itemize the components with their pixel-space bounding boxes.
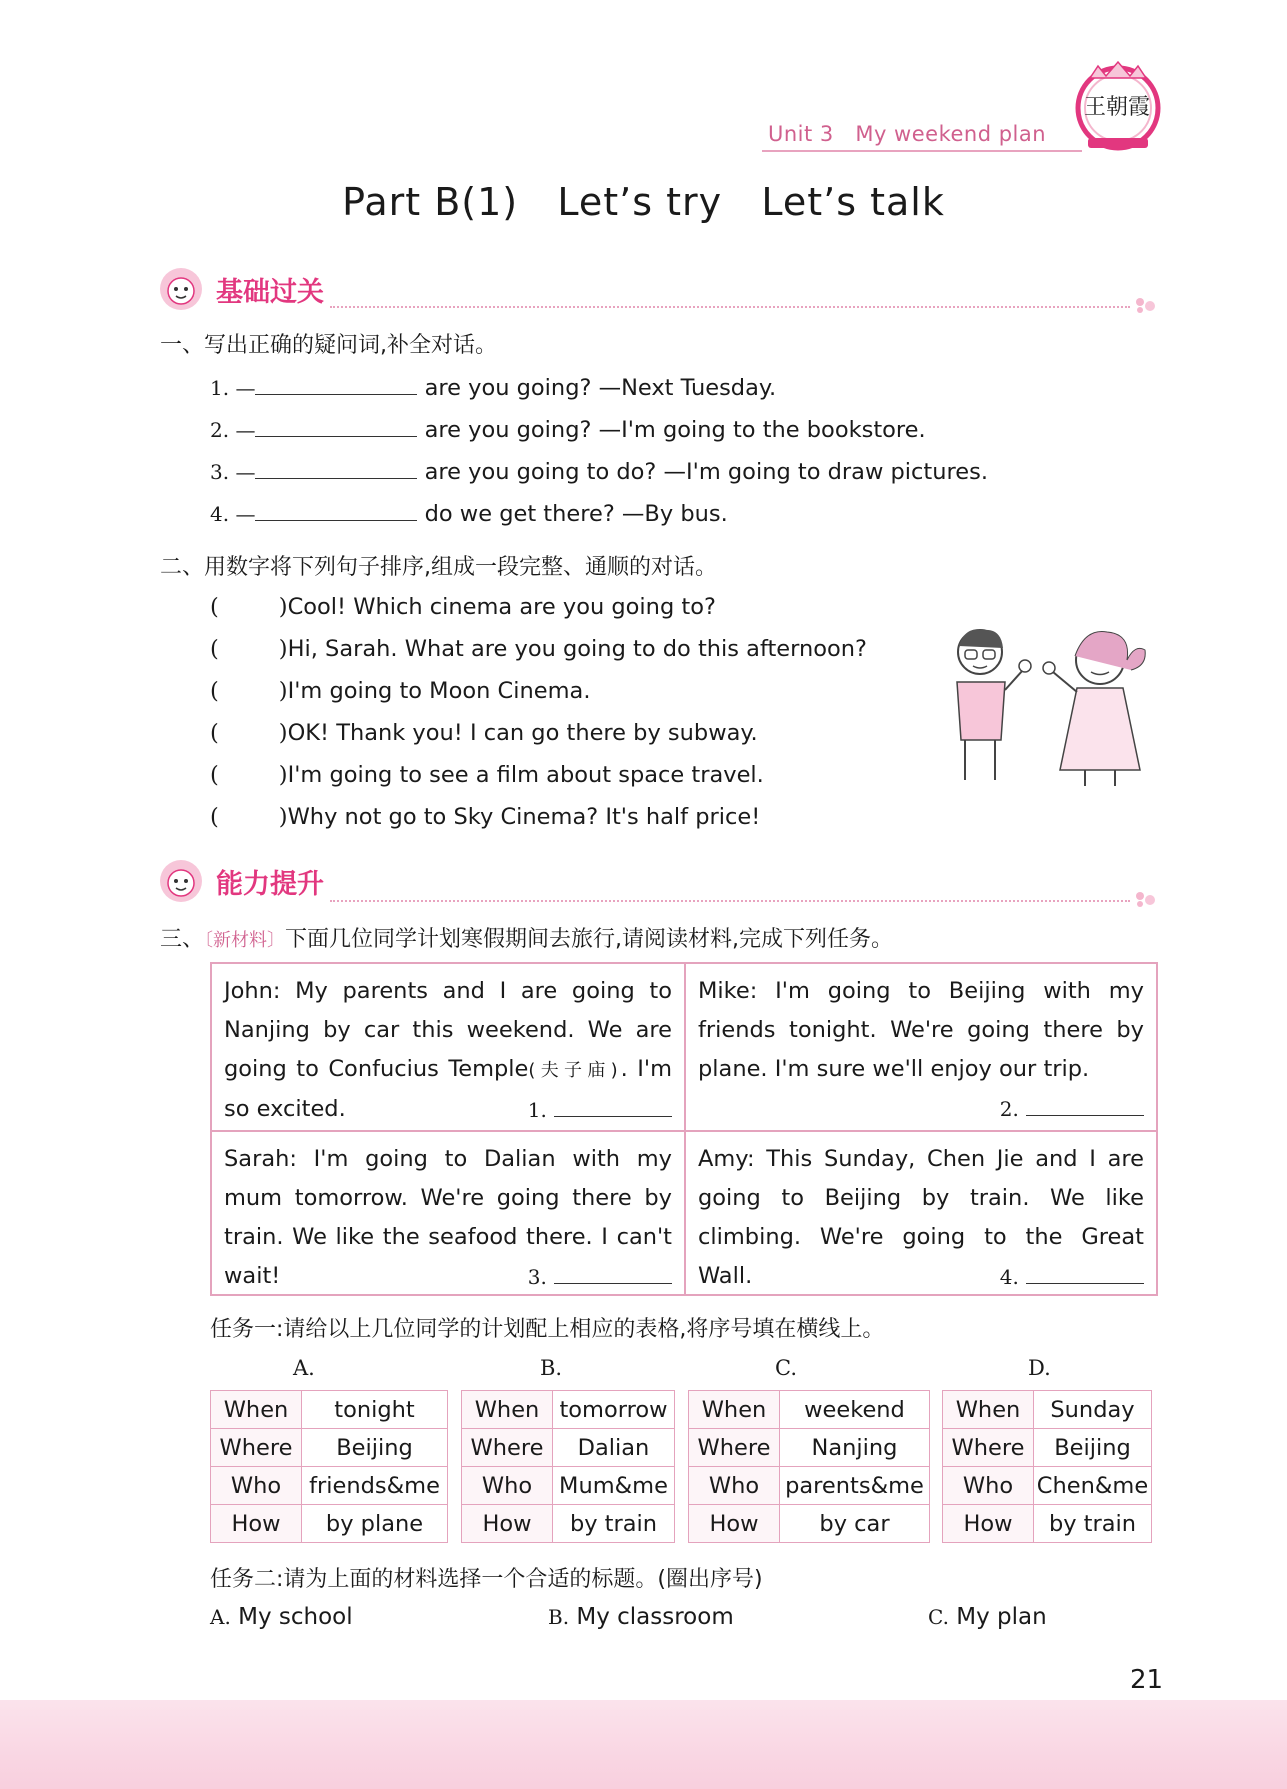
q1-item: 1. — are you going? —Next Tuesday. [210, 370, 776, 401]
page-number: 21 [1130, 1665, 1164, 1695]
option-c[interactable]: C. My plan [928, 1604, 1047, 1630]
answer-blank[interactable] [554, 1090, 672, 1117]
task-2-instruction: 任务二:请为上面的材料选择一个合适的标题。(圈出序号) [210, 1567, 763, 1592]
passage-mike: Mike: I'm going to Beijing with my friends tonight. We're going there by plane. I'm sure we'll enjoy our trip. 2. [698, 978, 1144, 1121]
passage-sarah: Sarah: I'm going to Dalian with my mum tomorrow. We're going there by train. We like the seafood there. I can't wait! 3. [224, 1146, 672, 1289]
table-row: Who parents&me [689, 1467, 930, 1505]
table-row: When tonight [211, 1391, 448, 1429]
q2-item: ( )I'm going to see a film about space travel. [210, 762, 764, 788]
table-label: A. [293, 1356, 315, 1380]
q2-item: ( )Cool! Which cinema are you going to? [210, 594, 716, 620]
kids-illustration [935, 620, 1165, 794]
passage-amy: Amy: This Sunday, Chen Jie and I are going to Beijing by train. We like climbing. We're going to the Great Wall. 4. [698, 1146, 1144, 1289]
table-row: How by train [943, 1505, 1152, 1543]
header-underline [762, 150, 1082, 152]
q2-item: ( )Why not go to Sky Cinema? It's half price! [210, 804, 761, 830]
table-row: Who Mum&me [462, 1467, 675, 1505]
section-title-advanced: 能力提升 [216, 869, 324, 900]
divider-dots-icon [1134, 296, 1162, 318]
table-label: C. [775, 1356, 797, 1380]
answer-blank[interactable] [255, 454, 417, 479]
q2-item: ( )I'm going to Moon Cinema. [210, 678, 591, 704]
q2-item: ( )Hi, Sarah. What are you going to do this afternoon? [210, 636, 867, 662]
question-2-heading: 二、用数字将下列句子排序,组成一段完整、通顺的对话。 [160, 555, 717, 580]
plan-table-d [942, 1390, 1152, 1543]
section-mascot-icon [158, 858, 204, 904]
unit-title: My weekend plan [855, 122, 1047, 146]
q1-item: 2. — are you going? —I'm going to the bookstore. [210, 412, 926, 443]
plan-table-a [210, 1390, 448, 1543]
logo-text: 王朝霞 [1084, 95, 1151, 120]
brand-logo [1070, 58, 1166, 154]
section-mascot-icon [158, 266, 204, 312]
section-title-basic: 基础过关 [216, 277, 324, 308]
answer-blank[interactable] [255, 370, 417, 395]
passage-john: John: My parents and I are going to Nanjing by car this weekend. We are going to Confucius Temple(夫子庙). I'm so excited. 1. [224, 978, 673, 1122]
option-a[interactable]: A. My school [210, 1604, 353, 1630]
answer-blank[interactable] [1026, 1257, 1144, 1284]
question-3-heading: 三、〔新材料〕下面几位同学计划寒假期间去旅行,请阅读材料,完成下列任务。 [160, 927, 894, 952]
answer-blank[interactable] [554, 1257, 672, 1284]
table-row: When tomorrow [462, 1391, 675, 1429]
table-row: Where Beijing [211, 1429, 448, 1467]
section-divider [330, 306, 1130, 308]
table-row: Who Chen&me [943, 1467, 1152, 1505]
divider-dots-icon [1134, 890, 1162, 912]
table-row: Who friends&me [211, 1467, 448, 1505]
reading-passages [210, 962, 1158, 1296]
q2-item: ( )OK! Thank you! I can go there by subway. [210, 720, 758, 746]
option-b[interactable]: B. My classroom [548, 1604, 734, 1630]
table-row: How by train [462, 1505, 675, 1543]
page-title: Part B(1) Let’s try Let’s talk [342, 180, 945, 224]
table-row: Where Nanjing [689, 1429, 930, 1467]
q1-item: 4. — do we get there? —By bus. [210, 496, 728, 527]
task-1-instruction: 任务一:请给以上几位同学的计划配上相应的表格,将序号填在横线上。 [210, 1317, 885, 1342]
footer-band [0, 1700, 1287, 1789]
question-1-heading: 一、写出正确的疑问词,补全对话。 [160, 333, 497, 358]
answer-blank[interactable] [1026, 1089, 1144, 1116]
table-label: D. [1028, 1356, 1051, 1380]
table-row: Where Dalian [462, 1429, 675, 1467]
plan-table-b [461, 1390, 675, 1543]
q1-item: 3. — are you going to do? —I'm going to draw pictures. [210, 454, 988, 485]
table-row: When weekend [689, 1391, 930, 1429]
table-row: Where Beijing [943, 1429, 1152, 1467]
plan-table-c [688, 1390, 930, 1543]
table-row: How by car [689, 1505, 930, 1543]
table-row: How by plane [211, 1505, 448, 1543]
table-label: B. [540, 1356, 563, 1380]
new-material-tag: 〔新材料〕 [204, 930, 286, 951]
answer-blank[interactable] [255, 412, 417, 437]
section-divider [330, 900, 1130, 902]
unit-number: Unit 3 [768, 122, 834, 146]
unit-header [768, 122, 1046, 146]
answer-blank[interactable] [255, 496, 417, 521]
table-row: When Sunday [943, 1391, 1152, 1429]
